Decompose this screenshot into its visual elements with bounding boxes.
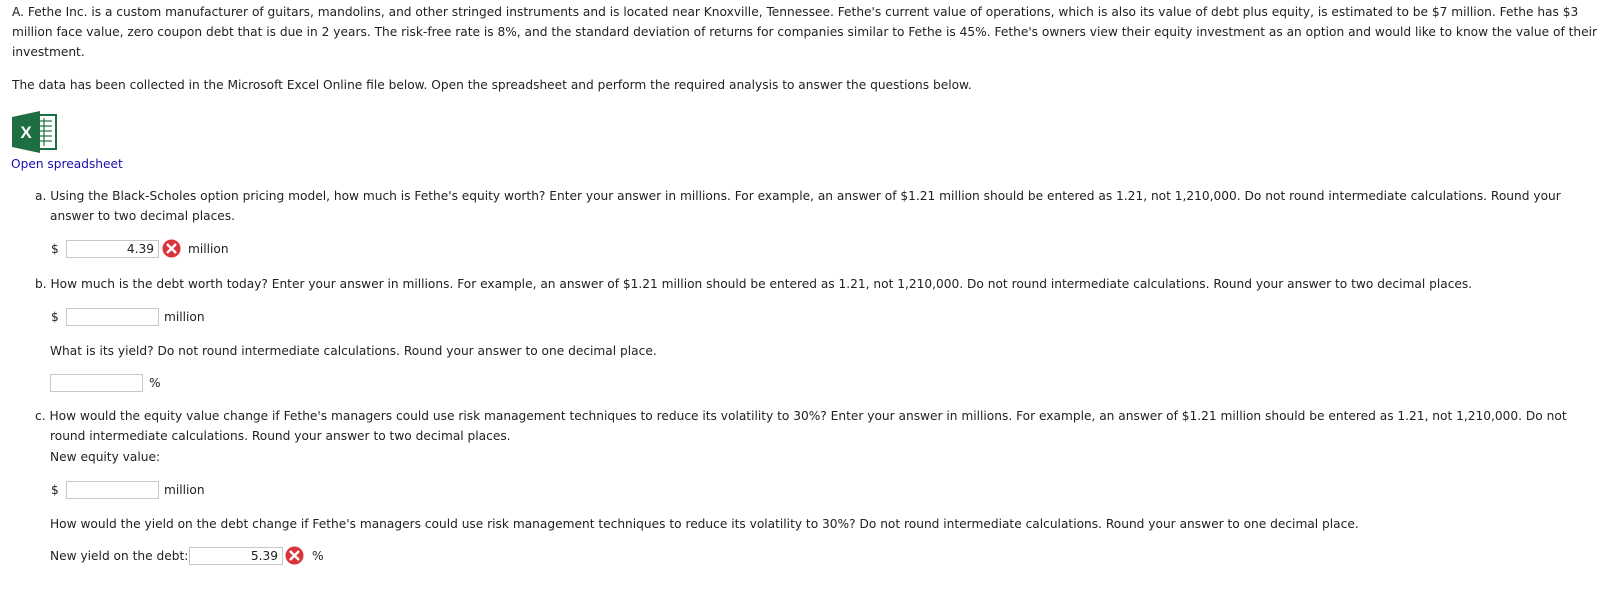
incorrect-icon [162, 239, 181, 258]
excel-icon[interactable] [12, 111, 58, 153]
new-yield-question: How would the yield on the debt change if Fethe's managers could use risk management techniques to reduce its volatility to 30%? Do not round intermediate calculations. Round your answer to one decimal place. [50, 517, 1359, 531]
intro-text-line-3: investment. [12, 45, 85, 59]
dollar-sign: $ [51, 242, 59, 256]
equity-value-input[interactable] [66, 240, 159, 258]
unit-label: million [164, 483, 205, 497]
question-c-line-1: c. How would the equity value change if Fethe's managers could use risk management techniques to reduce its volatility to 30%? Enter your answer in millions. For example, an answer of $1.21 million should be entered as 1.21, not 1,210,000. Do not [35, 409, 1567, 423]
question-a-line-2: answer to two decimal places. [50, 209, 236, 223]
percent-label: % [149, 376, 161, 390]
dollar-sign: $ [51, 483, 59, 497]
new-equity-label: New equity value: [50, 450, 161, 464]
unit-label: million [188, 242, 229, 256]
intro-text-line-1: A. Fethe Inc. is a custom manufacturer of guitars, mandolins, and other stringed instruments and is located near Knoxville, Tennessee. Fethe's current value of operations, which is also its value of debt plus equity, is estimated to be $7 million. Fethe has $3 [12, 5, 1579, 19]
yield-input[interactable] [50, 374, 143, 392]
question-a-line-1: a. Using the Black-Scholes option pricing model, how much is Fethe's equity worth? Enter your answer in millions. For example, an answer of $1.21 million should be entered as 1.21, not 1,210,000. Do not round intermediate calculations. Round your [35, 189, 1561, 203]
intro-text-line-4: The data has been collected in the Microsoft Excel Online file below. Open the spreadsheet and perform the required analysis to answer the questions below. [12, 78, 972, 92]
svg-text:X: X [20, 123, 32, 142]
question-b-line-1: b. How much is the debt worth today? Enter your answer in millions. For example, an answer of $1.21 million should be entered as 1.21, not 1,210,000. Do not round intermediate calculations. Round your answer to two decimal places. [35, 277, 1473, 291]
percent-label: % [312, 549, 324, 563]
unit-label: million [164, 310, 205, 324]
dollar-sign: $ [51, 310, 59, 324]
new-yield-label: New yield on the debt: [50, 549, 189, 563]
open-spreadsheet-link[interactable]: Open spreadsheet [11, 157, 123, 171]
intro-text-line-2: million face value, zero coupon debt that is due in 2 years. The risk-free rate is 8%, and the standard deviation of returns for companies similar to Fethe is 45%. Fethe's owners view their equity investment as an option and would like to know the value of their [12, 25, 1598, 39]
debt-value-input[interactable] [66, 308, 159, 326]
new-yield-input[interactable] [189, 547, 283, 565]
new-equity-input[interactable] [66, 481, 159, 499]
question-c-line-2: round intermediate calculations. Round your answer to two decimal places. [50, 429, 511, 443]
yield-question: What is its yield? Do not round intermediate calculations. Round your answer to one decimal place. [50, 344, 657, 358]
incorrect-icon [285, 546, 304, 565]
